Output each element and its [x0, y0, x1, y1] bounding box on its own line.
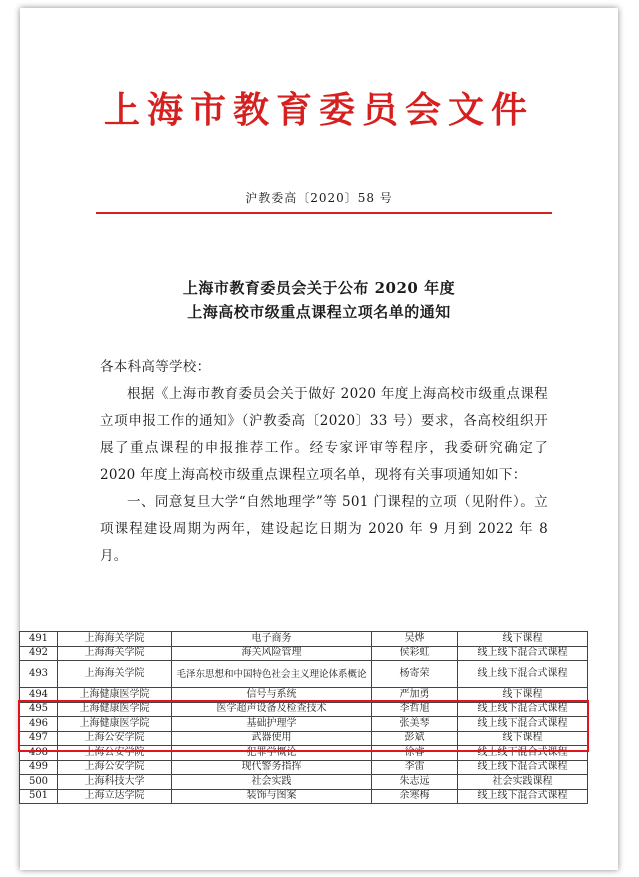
course-leader: 徐睿 — [372, 746, 458, 761]
course-type: 线上线下混合式课程 — [458, 789, 588, 804]
course-type: 社会实践课程 — [458, 775, 588, 790]
course-leader: 张美琴 — [372, 717, 458, 732]
school-name: 上海立达学院 — [58, 789, 172, 804]
salutation: 各本科高等学校： — [100, 359, 211, 375]
row-number: 496 — [20, 717, 58, 732]
course-type: 线上线下混合式课程 — [458, 702, 588, 717]
row-number: 495 — [20, 702, 58, 717]
course-name: 医学超声设备及检查技术 — [172, 702, 372, 717]
notice-body — [100, 354, 548, 570]
row-number: 493 — [20, 661, 58, 688]
course-list-table-container — [19, 631, 587, 804]
table-row — [20, 731, 588, 746]
school-name: 上海公安学院 — [58, 731, 172, 746]
course-leader: 朱志远 — [372, 775, 458, 790]
course-name: 犯罪学概论 — [172, 746, 372, 761]
course-leader: 彭斌 — [372, 731, 458, 746]
table-row — [20, 646, 588, 661]
course-name: 信号与系统 — [172, 688, 372, 703]
school-name: 上海公安学院 — [58, 746, 172, 761]
row-number: 499 — [20, 760, 58, 775]
row-number: 497 — [20, 731, 58, 746]
notice-title-line2: 上海高校市级重点课程立项名单的通知 — [187, 303, 451, 321]
table-row — [20, 775, 588, 790]
course-leader: 吴烨 — [372, 632, 458, 647]
school-name: 上海健康医学院 — [58, 717, 172, 732]
table-row — [20, 789, 588, 804]
course-name: 海关风险管理 — [172, 646, 372, 661]
table-row — [20, 661, 588, 688]
course-name: 电子商务 — [172, 632, 372, 647]
course-type: 线上线下混合式课程 — [458, 717, 588, 732]
course-leader: 李哲旭 — [372, 702, 458, 717]
course-name: 基础护理学 — [172, 717, 372, 732]
course-name: 毛泽东思想和中国特色社会主义理论体系概论 — [172, 661, 372, 688]
course-leader: 余寒梅 — [372, 789, 458, 804]
paragraph-2: 一、同意复旦大学“自然地理学”等 501 门课程的立项（见附件）。立项课程建设周期为两年，建设起讫日期为 2020 年 9 月到 2022 年 8 月。 — [100, 494, 548, 564]
course-type: 线下课程 — [458, 688, 588, 703]
row-number: 494 — [20, 688, 58, 703]
row-number: 491 — [20, 632, 58, 647]
school-name: 上海海关学院 — [58, 632, 172, 647]
table-row — [20, 632, 588, 647]
course-type: 线上线下混合式课程 — [458, 646, 588, 661]
course-leader: 李雷 — [372, 760, 458, 775]
course-type: 线上线下混合式课程 — [458, 746, 588, 761]
course-name: 社会实践 — [172, 775, 372, 790]
course-type: 线上线下混合式课程 — [458, 661, 588, 688]
red-divider — [96, 212, 552, 214]
school-name: 上海健康医学院 — [58, 702, 172, 717]
document-masthead: 上海市教育委员会文件 — [103, 89, 534, 131]
notice-title — [20, 276, 618, 324]
school-name: 上海海关学院 — [58, 661, 172, 688]
table-row — [20, 760, 588, 775]
school-name: 上海健康医学院 — [58, 688, 172, 703]
school-name: 上海科技大学 — [58, 775, 172, 790]
course-name: 武器使用 — [172, 731, 372, 746]
course-leader: 杨寄荣 — [372, 661, 458, 688]
course-leader: 严加勇 — [372, 688, 458, 703]
document-number: 沪教委高〔2020〕58 号 — [245, 191, 393, 205]
course-type: 线下课程 — [458, 632, 588, 647]
table-row — [20, 717, 588, 732]
row-number: 501 — [20, 789, 58, 804]
course-name: 装饰与图案 — [172, 789, 372, 804]
table-row — [20, 746, 588, 761]
notice-title-line1: 上海市教育委员会关于公布 2020 年度 — [182, 279, 456, 297]
course-name: 现代警务指挥 — [172, 760, 372, 775]
row-number: 500 — [20, 775, 58, 790]
school-name: 上海公安学院 — [58, 760, 172, 775]
course-type: 线下课程 — [458, 731, 588, 746]
paragraph-1: 根据《上海市教育委员会关于做好 2020 年度上海高校市级重点课程立项申报工作的通知》（沪教委高〔2020〕33 号）要求，各高校组织开展了重点课程的申报推荐工作。经专家评审等程序，我委研究确定了 2020 年度上海高校市级重点课程立项名单，现将有关事项通知如下： — [100, 386, 548, 483]
course-list-table — [19, 631, 588, 804]
table-row — [20, 702, 588, 717]
row-number: 498 — [20, 746, 58, 761]
table-row — [20, 688, 588, 703]
school-name: 上海海关学院 — [58, 646, 172, 661]
course-leader: 侯彩虹 — [372, 646, 458, 661]
course-type: 线上线下混合式课程 — [458, 760, 588, 775]
row-number: 492 — [20, 646, 58, 661]
